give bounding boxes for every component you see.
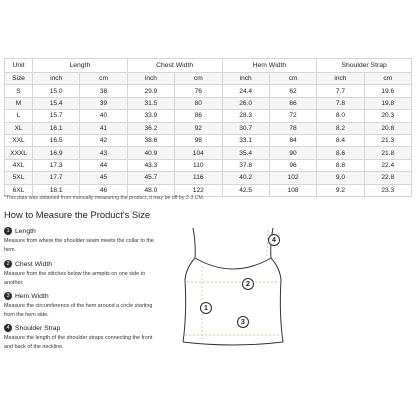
measurement-cell: 19.8 (364, 97, 411, 109)
measurement-cell: 86 (175, 110, 222, 122)
group-shoulder-strap: Shoulder Strap (317, 59, 412, 73)
marker-hem-width: 3 (237, 316, 249, 328)
measurement-cell: 62 (269, 85, 316, 97)
table-row (5, 159, 412, 171)
measurement-cell: 38 (80, 85, 127, 97)
step-shoulder-strap (4, 323, 164, 351)
measurement-cell: 72 (269, 110, 316, 122)
measurement-cell: 8.8 (317, 159, 364, 171)
marker-length: 1 (200, 302, 212, 314)
size-cell: L (5, 110, 33, 122)
measurement-cell: 43.3 (127, 159, 174, 171)
measurement-cell: 9.0 (317, 172, 364, 184)
step-number-badge: 3 (4, 292, 12, 300)
measurement-cell: 16.9 (33, 147, 80, 159)
howto-title: How to Measure the Product's Size (4, 209, 151, 220)
group-length: Length (33, 59, 128, 73)
unit-label: inch (317, 73, 364, 85)
measurement-cell: 33.1 (222, 134, 269, 146)
measurement-cell: 37.8 (222, 159, 269, 171)
measurement-cell: 122 (175, 184, 222, 196)
measurement-cell: 17.7 (33, 172, 80, 184)
left-side-seam (183, 258, 195, 342)
measurement-cell: 20.3 (364, 110, 411, 122)
measurement-cell: 42.5 (222, 184, 269, 196)
measurement-cell: 48.0 (127, 184, 174, 196)
measurement-cell: 108 (269, 184, 316, 196)
table-row (5, 172, 412, 184)
measurement-cell: 39 (80, 97, 127, 109)
step-description: Measure the circumference of the hem around a circle starting from the hem side. (4, 303, 153, 318)
size-column-label: Size (5, 73, 33, 85)
size-cell: 5XL (5, 172, 33, 184)
measurement-cell: 22.8 (364, 172, 411, 184)
table-row (5, 134, 412, 146)
measurement-cell: 22.4 (364, 159, 411, 171)
table-row (5, 110, 412, 122)
measurement-cell: 45 (80, 172, 127, 184)
measurement-cell: 16.5 (33, 134, 80, 146)
measurement-cell: 30.7 (222, 122, 269, 134)
size-cell: S (5, 85, 33, 97)
step-label: Hem Width (15, 292, 49, 300)
size-cell: XXXL (5, 147, 33, 159)
unit-label: inch (33, 73, 80, 85)
measurement-cell: 76 (175, 85, 222, 97)
measurement-cell: 28.3 (222, 110, 269, 122)
measurement-cell: 19.6 (364, 85, 411, 97)
measurement-cell: 26.0 (222, 97, 269, 109)
step-label: Chest Width (15, 260, 53, 268)
size-cell: 6XL (5, 184, 33, 196)
unit-label: cm (80, 73, 127, 85)
step-number-badge: 4 (4, 324, 12, 332)
measurement-cell: 40 (80, 110, 127, 122)
measurement-cell: 36.2 (127, 122, 174, 134)
measurement-cell: 33.9 (127, 110, 174, 122)
step-label: Length (15, 227, 36, 235)
measurement-cell: 44 (80, 159, 127, 171)
measurement-cell: 46 (80, 184, 127, 196)
measurement-cell: 78 (269, 122, 316, 134)
measurement-cell: 92 (175, 122, 222, 134)
table-row (5, 97, 412, 109)
step-hem-width (4, 291, 164, 319)
step-chest-width (4, 259, 164, 287)
measurement-cell: 21.8 (364, 147, 411, 159)
marker-shoulder-strap: 4 (268, 234, 280, 246)
table-unit-row (5, 73, 412, 85)
size-chart-table (4, 58, 412, 197)
measurement-cell: 31.5 (127, 97, 174, 109)
table-row (5, 147, 412, 159)
measurement-cell: 80 (175, 97, 222, 109)
size-cell: XXL (5, 134, 33, 146)
unit-label: inch (222, 73, 269, 85)
step-number-badge: 2 (4, 260, 12, 268)
measurement-cell: 84 (269, 134, 316, 146)
measurement-cell: 66 (269, 97, 316, 109)
unit-label: cm (269, 73, 316, 85)
size-cell: M (5, 97, 33, 109)
measurement-cell: 35.4 (222, 147, 269, 159)
measurement-cell: 43 (80, 147, 127, 159)
measurement-cell: 110 (175, 159, 222, 171)
measurement-cell: 42 (80, 134, 127, 146)
camisole-outline-drawing (160, 222, 410, 412)
group-hem-width: Hem Width (222, 59, 317, 73)
step-description: Measure from the stitches below the armpits on one side to another. (4, 271, 146, 286)
measurement-cell: 7.8 (317, 97, 364, 109)
measurement-cell: 8.6 (317, 147, 364, 159)
measurement-cell: 104 (175, 147, 222, 159)
measurement-cell: 7.7 (317, 85, 364, 97)
measurement-cell: 17.3 (33, 159, 80, 171)
hem-line (183, 342, 283, 345)
right-side-seam (271, 258, 283, 342)
unit-label: cm (175, 73, 222, 85)
size-cell: 4XL (5, 159, 33, 171)
measurement-cell: 29.9 (127, 85, 174, 97)
measurement-cell: 15.7 (33, 110, 80, 122)
measurement-cell: 24.4 (222, 85, 269, 97)
measurement-cell: 38.6 (127, 134, 174, 146)
measurement-cell: 41 (80, 122, 127, 134)
table-row (5, 85, 412, 97)
step-description: Measure from where the shoulder seam meets the collar to the hem. (4, 238, 154, 253)
unit-label: cm (364, 73, 411, 85)
unit-corner-label: Unit (5, 59, 33, 73)
measurement-note: *This data was obtained from manually measuring the product, it may be off by 2-3 CM. (4, 195, 205, 201)
measurement-cell: 98 (175, 134, 222, 146)
step-description: Measure the length of the shoulder straps connecting the front and back of the neckline. (4, 335, 153, 350)
measurement-cell: 90 (269, 147, 316, 159)
neckline (195, 258, 271, 269)
measurement-cell: 15.4 (33, 97, 80, 109)
measurement-cell: 96 (269, 159, 316, 171)
measurement-cell: 8.2 (317, 122, 364, 134)
measurement-cell: 9.2 (317, 184, 364, 196)
step-length (4, 226, 164, 254)
measurement-cell: 15.0 (33, 85, 80, 97)
measurement-cell: 23.3 (364, 184, 411, 196)
measurement-cell: 40.2 (222, 172, 269, 184)
step-number-badge: 1 (4, 227, 12, 235)
measurement-cell: 45.7 (127, 172, 174, 184)
left-strap-line (193, 228, 195, 258)
measurement-cell: 116 (175, 172, 222, 184)
measurement-cell: 40.9 (127, 147, 174, 159)
group-chest-width: Chest Width (127, 59, 222, 73)
size-cell: XL (5, 122, 33, 134)
table-row (5, 122, 412, 134)
unit-label: inch (127, 73, 174, 85)
measurement-cell: 8.0 (317, 110, 364, 122)
table-group-header-row (5, 59, 412, 73)
step-label: Shoulder Strap (15, 324, 61, 332)
measurement-cell: 16.1 (33, 122, 80, 134)
measurement-cell: 20.8 (364, 122, 411, 134)
measurement-cell: 18.1 (33, 184, 80, 196)
measurement-cell: 8.4 (317, 134, 364, 146)
measurement-cell: 102 (269, 172, 316, 184)
measurement-cell: 21.3 (364, 134, 411, 146)
camisole-measurement-diagram (160, 222, 410, 412)
marker-chest-width: 2 (242, 278, 254, 290)
